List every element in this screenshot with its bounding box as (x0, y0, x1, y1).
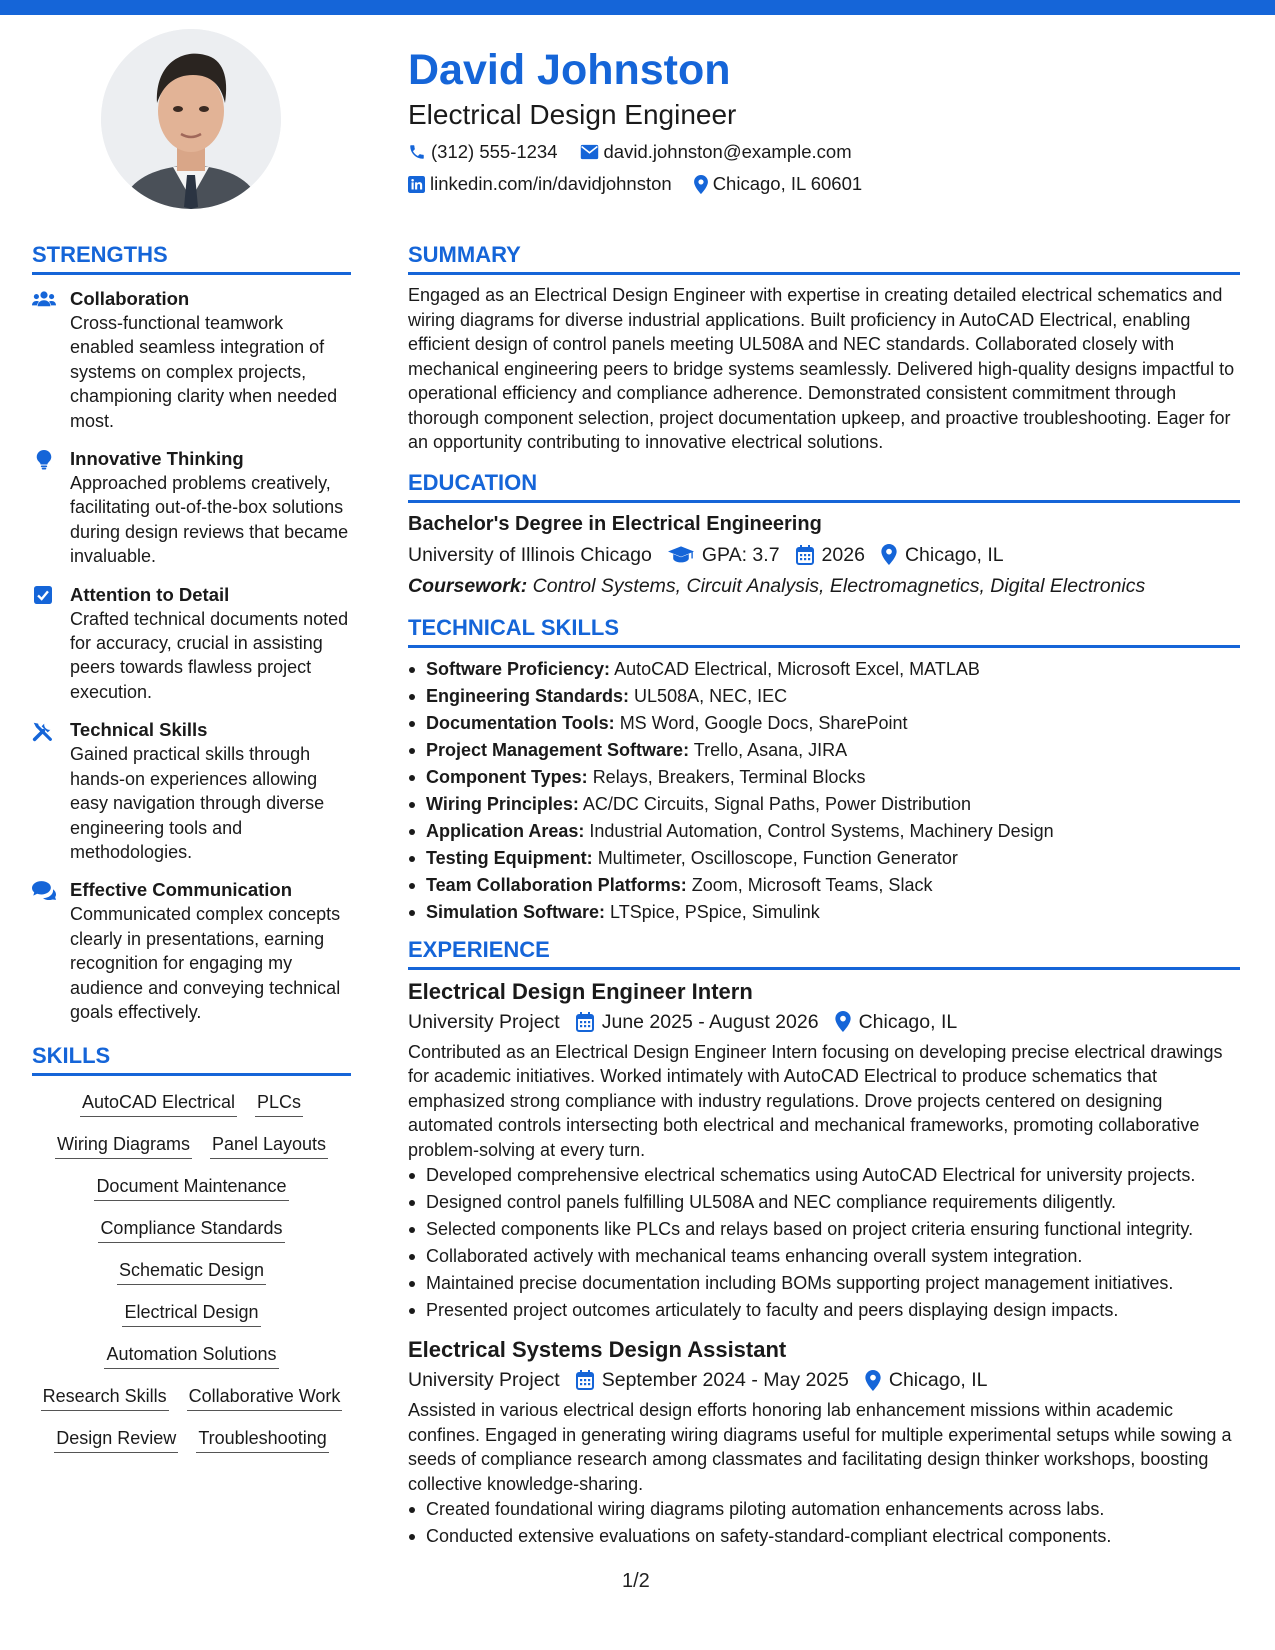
list-item (426, 737, 1240, 764)
top-accent-bar (0, 0, 1275, 15)
education-heading: EDUCATION (408, 469, 1240, 503)
list-item (426, 764, 1240, 791)
location-contact (694, 173, 862, 195)
tech-skill-label: Application Areas: (426, 820, 585, 841)
calendar-icon (576, 1370, 594, 1390)
strength-description: Cross-functional teamwork enabled seamless integration of systems on complex projects, championing clarity when needed most. (70, 313, 338, 431)
education-meta (408, 541, 1240, 569)
skills-heading: SKILLS (32, 1042, 351, 1076)
tech-skill-value: Zoom, Microsoft Teams, Slack (691, 874, 933, 895)
tech-skill-label: Simulation Software: (426, 901, 606, 922)
strength-item (32, 878, 351, 1024)
experience-heading: EXPERIENCE (408, 936, 1240, 970)
location-item (835, 1008, 958, 1036)
technical-skills-list (408, 656, 1240, 926)
skill-chip: Automation Solutions (104, 1342, 278, 1369)
list-item: Conducted extensive evaluations on safety-standard-compliant electrical components. (426, 1523, 1240, 1550)
job-description: Contributed as an Electrical Design Engineer Intern focusing on developing precise electrical drawings for academic initiatives. Worked intimately with AutoCAD Electrical to produce schematics that emphasized strong compliance with industry regulations. Drove projects centered on designing automated controls intersecting both electrical and mechanical frameworks, promoting collaborative problem-solving at every turn. (408, 1041, 1223, 1160)
phone-contact (408, 141, 558, 163)
job-title: Electrical Design Engineer Intern (408, 978, 753, 1004)
tech-skill-label: Engineering Standards: (426, 685, 630, 706)
strength-title: Effective Communication (70, 879, 293, 901)
coursework-line (408, 572, 1240, 600)
skill-chip: Wiring Diagrams (55, 1132, 192, 1159)
summary-heading: SUMMARY (408, 241, 1240, 275)
phone-icon (408, 143, 426, 161)
tech-skill-value: Industrial Automation, Control Systems, Machinery Design (589, 820, 1054, 841)
location-text: Chicago, IL (904, 543, 1004, 566)
strength-description: Crafted technical documents noted for accuracy, crucial in assisting peers towards flawless project execution. (70, 608, 349, 702)
list-item (426, 872, 1240, 899)
tech-skill-label: Component Types: (426, 766, 588, 787)
strengths-list (32, 287, 351, 1024)
skill-chip: AutoCAD Electrical (80, 1090, 237, 1117)
location-text: Chicago, IL 60601 (712, 173, 863, 194)
skill-chip: Collaborative Work (187, 1384, 343, 1411)
tech-skill-value: AutoCAD Electrical, Microsoft Excel, MATLAB (614, 658, 980, 679)
envelope-icon (580, 144, 599, 160)
skill-chip: Panel Layouts (210, 1132, 328, 1159)
email-text[interactable]: david.johnston@example.com (603, 141, 852, 162)
graduation-cap-icon (668, 546, 694, 564)
list-item: Collaborated actively with mechanical teams enhancing overall system integration. (426, 1243, 1240, 1270)
job-description: Assisted in various electrical design efforts honoring lab enhancement missions within academic confines. Engaged in generating wiring diagrams useful for multiple experimental setups while sowing a seeds of compliance research among classmates and facilitating design thinker workshops, boosting collective knowledge-sharing. (408, 1400, 1232, 1494)
candidate-title: Electrical Design Engineer (408, 99, 737, 130)
skill-row (32, 1384, 351, 1411)
profile-photo (101, 29, 281, 209)
list-item (426, 683, 1240, 710)
job-org: University Project (408, 1010, 560, 1033)
strength-item (32, 447, 351, 569)
location-item (881, 541, 1004, 569)
tools-icon (32, 721, 53, 742)
coursework-label: Coursework: (408, 574, 528, 597)
dates-item (576, 1008, 819, 1036)
list-item: Presented project outcomes articulately to faculty and peers displaying design impacts. (426, 1297, 1240, 1324)
strength-title: Technical Skills (70, 719, 208, 741)
coursework-text: Control Systems, Circuit Analysis, Electromagnetics, Digital Electronics (532, 574, 1146, 597)
tech-skill-label: Project Management Software: (426, 739, 690, 760)
comments-icon (32, 881, 56, 900)
skill-row (32, 1300, 351, 1327)
skill-row (32, 1258, 351, 1285)
right-column (408, 241, 1240, 1550)
skill-row (32, 1426, 351, 1453)
skill-row (32, 1174, 351, 1201)
technical-skills-heading: TECHNICAL SKILLS (408, 614, 1240, 648)
map-pin-icon (835, 1011, 851, 1032)
tech-skill-value: Trello, Asana, JIRA (693, 739, 848, 760)
skill-chip: Compliance Standards (98, 1216, 284, 1243)
calendar-icon (796, 545, 814, 565)
tech-skill-value: AC/DC Circuits, Signal Paths, Power Distribution (582, 793, 972, 814)
skill-chip: Troubleshooting (196, 1426, 328, 1453)
skill-chip: Electrical Design (122, 1300, 260, 1327)
list-item (426, 818, 1240, 845)
location-item (865, 1366, 988, 1394)
strength-title: Attention to Detail (70, 583, 230, 605)
skill-chip: Document Maintenance (94, 1174, 288, 1201)
skill-chip: Research Skills (41, 1384, 169, 1411)
contact-row-1 (408, 140, 1238, 164)
school-name: University of Illinois Chicago (408, 543, 652, 566)
calendar-icon (576, 1012, 594, 1032)
candidate-name: David Johnston (408, 46, 731, 94)
strength-item (32, 583, 351, 705)
phone-text: (312) 555-1234 (431, 141, 558, 162)
linkedin-text[interactable]: linkedin.com/in/davidjohnston (430, 173, 672, 194)
tech-skill-label: Testing Equipment: (426, 847, 593, 868)
skill-row (32, 1132, 351, 1159)
left-column (32, 241, 351, 1468)
tech-skill-label: Wiring Principles: (426, 793, 579, 814)
list-item: Created foundational wiring diagrams piloting automation enhancements across labs. (426, 1496, 1240, 1523)
dates-item (576, 1366, 849, 1394)
tech-skill-value: UL508A, NEC, IEC (634, 685, 788, 706)
job-dates: June 2025 - August 2026 (601, 1010, 819, 1033)
linkedin-icon (408, 176, 425, 193)
job-title: Electrical Systems Design Assistant (408, 1337, 787, 1362)
list-item (426, 656, 1240, 683)
checkbox-icon (34, 586, 52, 604)
contact-row-2 (408, 172, 1238, 196)
tech-skill-label: Team Collaboration Platforms: (426, 874, 687, 895)
map-pin-icon (865, 1370, 881, 1391)
year-text: 2026 (821, 543, 865, 566)
job-dates: September 2024 - May 2025 (601, 1369, 849, 1391)
skill-row (32, 1216, 351, 1243)
list-item: Developed comprehensive electrical schematics using AutoCAD Electrical for university projects. (426, 1162, 1240, 1189)
skill-chip: Design Review (54, 1426, 178, 1453)
job-bullets (408, 1496, 1240, 1550)
map-pin-icon (694, 175, 708, 194)
strength-description: Approached problems creatively, facilitating out-of-the-box solutions during design reviews that became invaluable. (70, 473, 349, 567)
strength-description: Gained practical skills through hands-on experiences allowing easy navigation through diverse engineering tools and methodologies. (70, 744, 325, 862)
list-item: Selected components like PLCs and relays based on project criteria ensuring functional integrity. (426, 1216, 1240, 1243)
degree-title: Bachelor's Degree in Electrical Engineering (408, 512, 822, 535)
linkedin-contact[interactable] (408, 173, 672, 195)
job-bullets (408, 1162, 1240, 1324)
list-item (426, 791, 1240, 818)
job-meta (408, 1008, 1240, 1036)
experience-entry (408, 1336, 1240, 1550)
skills-list (32, 1090, 351, 1453)
resume-header (408, 44, 1238, 196)
skill-row (32, 1090, 351, 1117)
strength-description: Communicated complex concepts clearly in presentations, earning recognition for engaging my audience and conveying technical goals effectively. (70, 904, 341, 1022)
strength-item (32, 718, 351, 864)
list-item: Designed control panels fulfilling UL508A and NEC compliance requirements diligently. (426, 1189, 1240, 1216)
users-icon (32, 290, 56, 308)
page-number: 1/2 (622, 1570, 650, 1592)
lightbulb-icon (36, 450, 52, 470)
strength-title: Innovative Thinking (70, 448, 244, 470)
experience-entry (408, 978, 1240, 1325)
strength-title: Collaboration (70, 288, 190, 309)
tech-skill-value: Relays, Breakers, Terminal Blocks (592, 766, 866, 787)
tech-skill-value: LTSpice, PSpice, Simulink (610, 901, 820, 922)
strength-item (32, 287, 351, 433)
skill-row (32, 1342, 351, 1369)
skill-chip: Schematic Design (117, 1258, 266, 1285)
email-contact[interactable] (580, 141, 852, 163)
map-pin-icon (881, 544, 897, 565)
list-item (426, 845, 1240, 872)
list-item: Maintained precise documentation including BOMs supporting project management initiatives. (426, 1270, 1240, 1297)
summary-text: Engaged as an Electrical Design Engineer with expertise in creating detailed electrical schematics and wiring diagrams for diverse industrial applications. Built proficiency in AutoCAD Electrical, enabling efficient design of control panels meeting UL508A and NEC standards. Collaborated closely with mechanical engineering peers to bridge systems seamlessly. Delivered high-quality designs impactful to operational efficiency and compliance adherence. Demonstrated consistent commitment through thorough component selection, project documentation upkeep, and proactive troubleshooting. Eager for an opportunity contributing to innovative electrical solutions. (408, 285, 1235, 452)
gpa-item (668, 541, 780, 569)
job-org: University Project (408, 1369, 560, 1391)
strengths-heading: STRENGTHS (32, 241, 351, 275)
tech-skill-label: Software Proficiency: (426, 658, 611, 679)
gpa-text: GPA: 3.7 (701, 543, 780, 566)
tech-skill-value: MS Word, Google Docs, SharePoint (619, 712, 908, 733)
job-location: Chicago, IL (858, 1010, 958, 1033)
job-meta (408, 1366, 1240, 1394)
tech-skill-value: Multimeter, Oscilloscope, Function Generator (597, 847, 958, 868)
job-location: Chicago, IL (888, 1369, 988, 1391)
tech-skill-label: Documentation Tools: (426, 712, 615, 733)
year-item (796, 541, 865, 569)
skill-chip: PLCs (255, 1090, 303, 1117)
list-item (426, 710, 1240, 737)
list-item (426, 899, 1240, 926)
